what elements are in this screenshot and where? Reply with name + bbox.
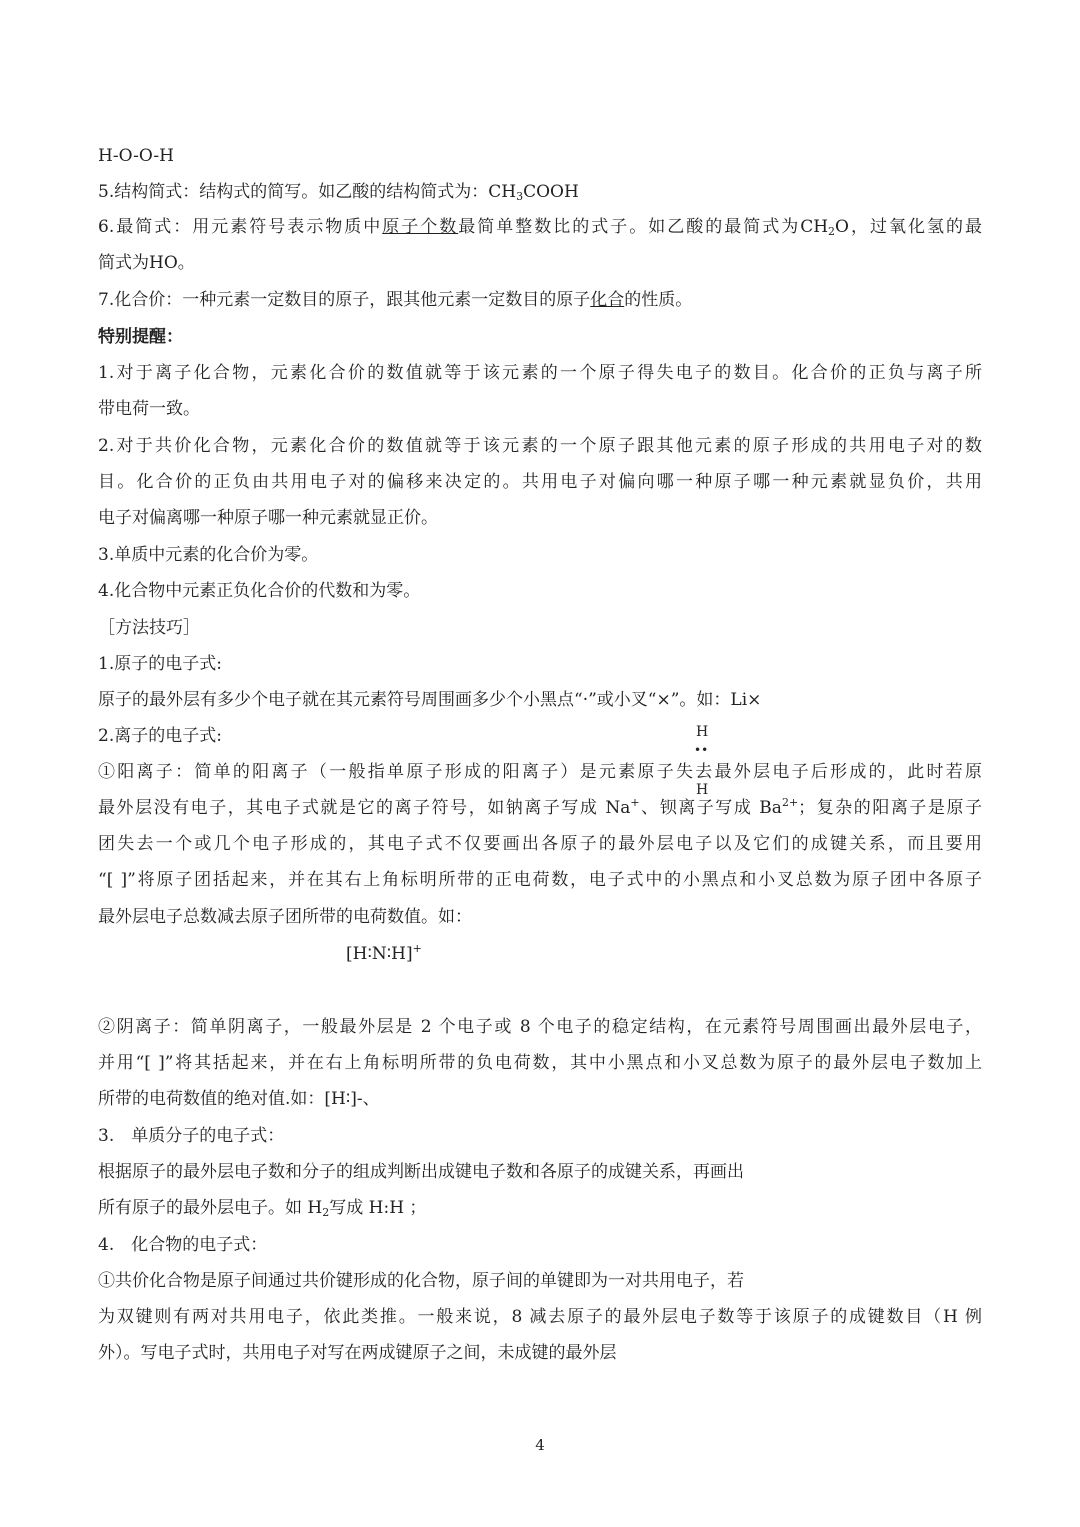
- page-number: 4: [535, 1436, 545, 1454]
- underlined-text: 原子个数: [382, 217, 459, 237]
- superscript: 2+: [781, 796, 799, 809]
- tip-1-cont: 带电荷一致。: [98, 399, 200, 419]
- text: 的性质。: [624, 290, 693, 310]
- method-4-body-cont: 为双键则有两对共用电子，依此类推。一般来说，8 减去原子的最外层电子数等于该原子的成键数目（H 例: [98, 1307, 982, 1327]
- anion-paragraph-cont: 并用“[ ]”将其括起来，并在右上角标明所带的负电荷数，其中小黑点和小叉总数为原子的最外层电子数加上: [98, 1053, 982, 1073]
- ammonium-formula: [346, 943, 422, 965]
- text: 5.结构简式：结构式的简写。如乙酸的结构简式为：CH: [98, 182, 517, 202]
- text: 最外层没有电子，其电子式就是它的离子符号，如钠离子写成 Na: [98, 798, 631, 818]
- method-3-body-cont: [98, 1197, 426, 1219]
- method-4-title: 4. 化合物的电子式：: [98, 1235, 268, 1255]
- tip-3: 3.单质中元素的化合价为零。: [98, 545, 319, 565]
- section-heading: 特别提醒：: [98, 327, 183, 347]
- method-1-title: 1.原子的电子式:: [98, 654, 222, 674]
- lewis-h-top: H: [696, 724, 709, 740]
- anion-paragraph: ②阴离子：简单阴离子，一般最外层是 2 个电子或 8 个电子的稳定结构，在元素符号周围画出最外层电子，: [98, 1017, 982, 1037]
- text: [H∶N∶H]: [346, 944, 413, 964]
- cation-paragraph: ①阳离子：简单的阳离子（一般指单原子形成的阳离子）是元素原子失去最外层电子后形成的，此时若原: [98, 762, 982, 782]
- subscript: 3: [516, 190, 524, 203]
- method-4-body: ①共价化合物是原子间通过共价键形成的化合物，原子间的单键即为一对共用电子，若: [98, 1271, 744, 1291]
- subscript: 2: [322, 1206, 330, 1219]
- text: 所有原子的最外层电子。如 H: [98, 1198, 323, 1218]
- lewis-h-bottom: H: [696, 782, 709, 798]
- text: 7.化合价：一种元素一定数目的原子，跟其他元素一定数目的原子: [98, 290, 591, 310]
- paragraph-6: [98, 216, 982, 238]
- method-3-body: 根据原子的最外层电子数和分子的组成判断出成键电子数和各原子的成键关系，再画出: [98, 1162, 744, 1182]
- method-3-title: 3. 单质分子的电子式：: [98, 1126, 285, 1146]
- subscript: 2: [828, 225, 836, 238]
- cation-paragraph-cont: 最外层电子总数减去原子团所带的电荷数值。如：: [98, 907, 472, 927]
- text: COOH: [523, 182, 579, 202]
- tip-2: 2.对于共价化合物，元素化合价的数值就等于该元素的一个原子跟其他元素的原子形成的共用电子对的数: [98, 436, 982, 456]
- paragraph-7: [98, 289, 692, 311]
- tip-4: 4.化合物中元素正负化合价的代数和为零。: [98, 581, 421, 601]
- superscript: +: [412, 942, 422, 955]
- cation-paragraph-cont: “[ ]”将原子团括起来，并在其右上角标明所带的正电荷数，电子式中的小黑点和小叉总数为原子团中各原子: [98, 870, 982, 890]
- formula-line: H-O-O-H: [98, 146, 175, 166]
- text: 6.最简式：用元素符号表示物质中: [98, 217, 383, 237]
- text: 最简单整数比的式子。如乙酸的最简式为CH: [458, 217, 829, 237]
- anion-paragraph-cont: 所带的电荷数值的绝对值.如：[H∶]-、: [98, 1089, 380, 1109]
- tip-2-cont: 目。化合价的正负由共用电子对的偏移来决定的。共用电子对偏向哪一种原子哪一种元素就显负价，共用: [98, 472, 982, 492]
- underlined-text: 化合: [590, 290, 625, 310]
- cation-paragraph-cont: 团失去一个或几个电子形成的，其电子式不仅要画出各原子的最外层电子以及它们的成键关系，而且要用: [98, 834, 982, 854]
- method-heading: ［方法技巧］: [98, 618, 200, 638]
- tip-1: 1.对于离子化合物，元素化合价的数值就等于该元素的一个原子得失电子的数目。化合价的正负与离子所: [98, 363, 982, 383]
- lewis-dots: ••: [694, 743, 709, 757]
- paragraph-6-cont: 简式为HO。: [98, 253, 195, 273]
- text: ；复杂的阳离子是原子: [798, 798, 982, 818]
- method-2-title: 2.离子的电子式:: [98, 726, 222, 746]
- method-1-body: 原子的最外层有多少个电子就在其元素符号周围画多少个小黑点“·”或小叉“×”。如：Li×: [98, 690, 762, 710]
- tip-2-cont: 电子对偏离哪一种原子哪一种元素就显正价。: [98, 508, 438, 528]
- superscript: +: [630, 796, 640, 809]
- text: 、钡离子写成 Ba: [639, 798, 782, 818]
- cation-paragraph-cont: [98, 797, 982, 819]
- method-4-body-cont: 外）。写电子式时，共用电子对写在两成键原子之间，未成键的最外层: [98, 1343, 617, 1363]
- text: O，过氧化氢的最: [835, 217, 982, 237]
- paragraph-5: [98, 181, 579, 203]
- text: 写成 H:H ；: [329, 1198, 427, 1218]
